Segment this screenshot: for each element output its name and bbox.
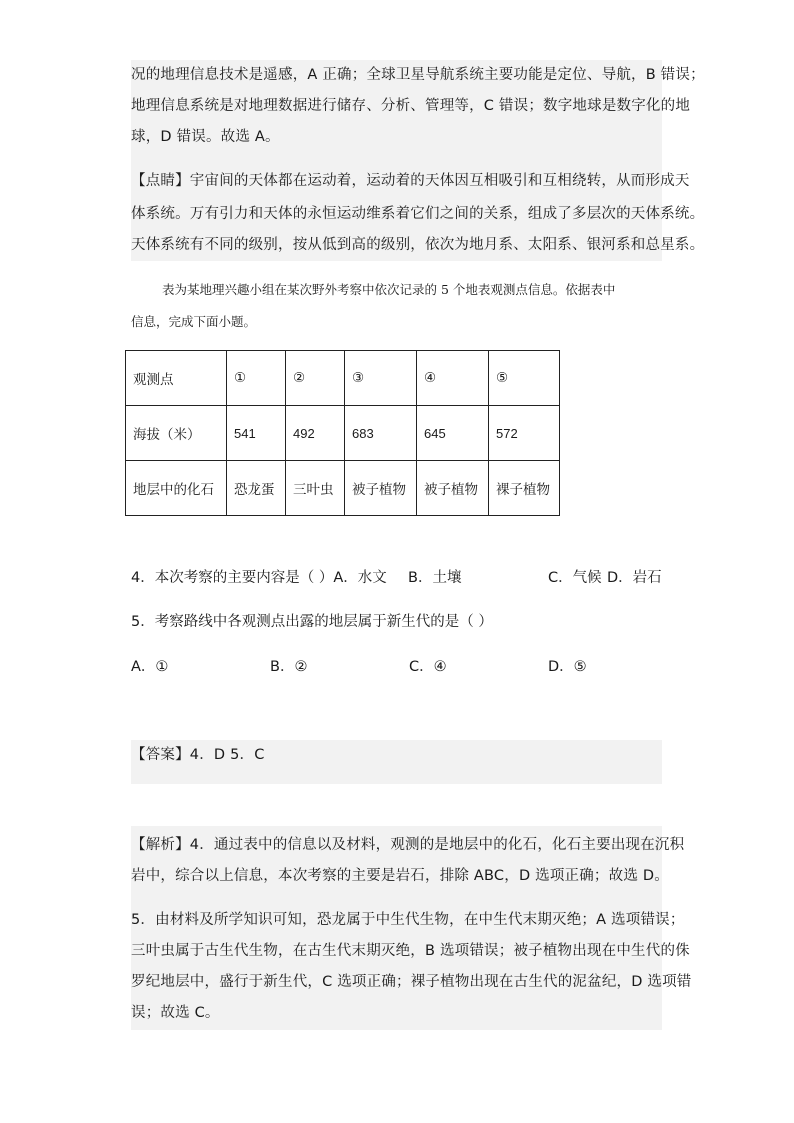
question-4-option: C．气候 — [548, 570, 602, 586]
table-cell: 541 — [227, 406, 286, 461]
analysis-line: 【解析】4．通过表中的信息以及材料，观测的是地层中的化石，化石主要出现在沉积 — [131, 837, 685, 853]
table-header-cell: 地层中的化石 — [126, 461, 227, 516]
table-cell: 恐龙蛋 — [227, 461, 286, 516]
table-cell: 被子植物 — [417, 461, 489, 516]
question-5-option: B．② — [270, 659, 308, 675]
table-cell: 645 — [417, 406, 489, 461]
explanation-line: 球，D 错误。故选 A。 — [131, 129, 280, 145]
analysis-line: 5．由材料及所学知识可知，恐龙属于中生代生物，在中生代末期灭绝；A 选项错误； — [131, 912, 685, 928]
tip-line: 体系统。万有引力和天体的永恒运动维系着它们之间的关系，组成了多层次的天体系统。 — [131, 206, 705, 222]
table-cell: 被子植物 — [345, 461, 417, 516]
analysis-line: 罗纪地层中，盛行于新生代，C 选项正确；裸子植物出现在古生代的泥盆纪，D 选项错 — [131, 974, 692, 990]
tip-line: 【点睛】宇宙间的天体都在运动着，运动着的天体因互相吸引和互相绕转，从而形成天 — [131, 173, 690, 189]
question-5-stem: 5．考察路线中各观测点出露的地层属于新生代的是（ ） — [131, 614, 493, 630]
question-5-option: D．⑤ — [548, 659, 587, 675]
explanation-line: 地理信息系统是对地理数据进行储存、分析、管理等，C 错误；数字地球是数字化的地 — [131, 98, 691, 114]
table-row — [126, 461, 560, 516]
table-cell: ② — [286, 351, 345, 406]
table-cell: 裸子植物 — [489, 461, 560, 516]
analysis-line: 岩中，综合以上信息，本次考察的主要是岩石，排除 ABC，D 选项正确；故选 D。 — [131, 868, 669, 884]
table-header-cell: 观测点 — [126, 351, 227, 406]
observation-table — [125, 350, 560, 516]
tip-line: 天体系统有不同的级别，按从低到高的级别，依次为地月系、太阳系、银河系和总星系。 — [131, 237, 705, 253]
answer-text: 【答案】4．D 5．C — [131, 747, 265, 763]
intro-line: 表为某地理兴趣小组在某次野外考察中依次记录的 5 个地表观测点信息。依据表中 — [162, 282, 616, 297]
question-4-stem: 4．本次考察的主要内容是（ ）A．水文 — [131, 570, 387, 586]
question-5-option: A．① — [131, 659, 169, 675]
question-4-option: D．岩石 — [607, 570, 662, 586]
table-cell: ③ — [345, 351, 417, 406]
intro-line: 信息，完成下面小题。 — [131, 314, 257, 329]
table-row — [126, 406, 560, 461]
table-cell: 三叶虫 — [286, 461, 345, 516]
table-cell: ④ — [417, 351, 489, 406]
table-cell: 572 — [489, 406, 560, 461]
table-cell: ⑤ — [489, 351, 560, 406]
question-5-option: C．④ — [409, 659, 447, 675]
table-row — [126, 351, 560, 406]
table-cell: ① — [227, 351, 286, 406]
table-cell: 492 — [286, 406, 345, 461]
table-cell: 683 — [345, 406, 417, 461]
question-4-option: B．土壤 — [408, 570, 462, 586]
analysis-line: 三叶虫属于古生代生物，在古生代末期灭绝，B 选项错误；被子植物出现在中生代的侏 — [131, 943, 690, 959]
analysis-line: 误；故选 C。 — [131, 1005, 220, 1021]
table-header-cell: 海拔（米） — [126, 406, 227, 461]
explanation-line: 况的地理信息技术是遥感，A 正确；全球卫星导航系统主要功能是定位、导航，B 错误； — [131, 67, 705, 83]
